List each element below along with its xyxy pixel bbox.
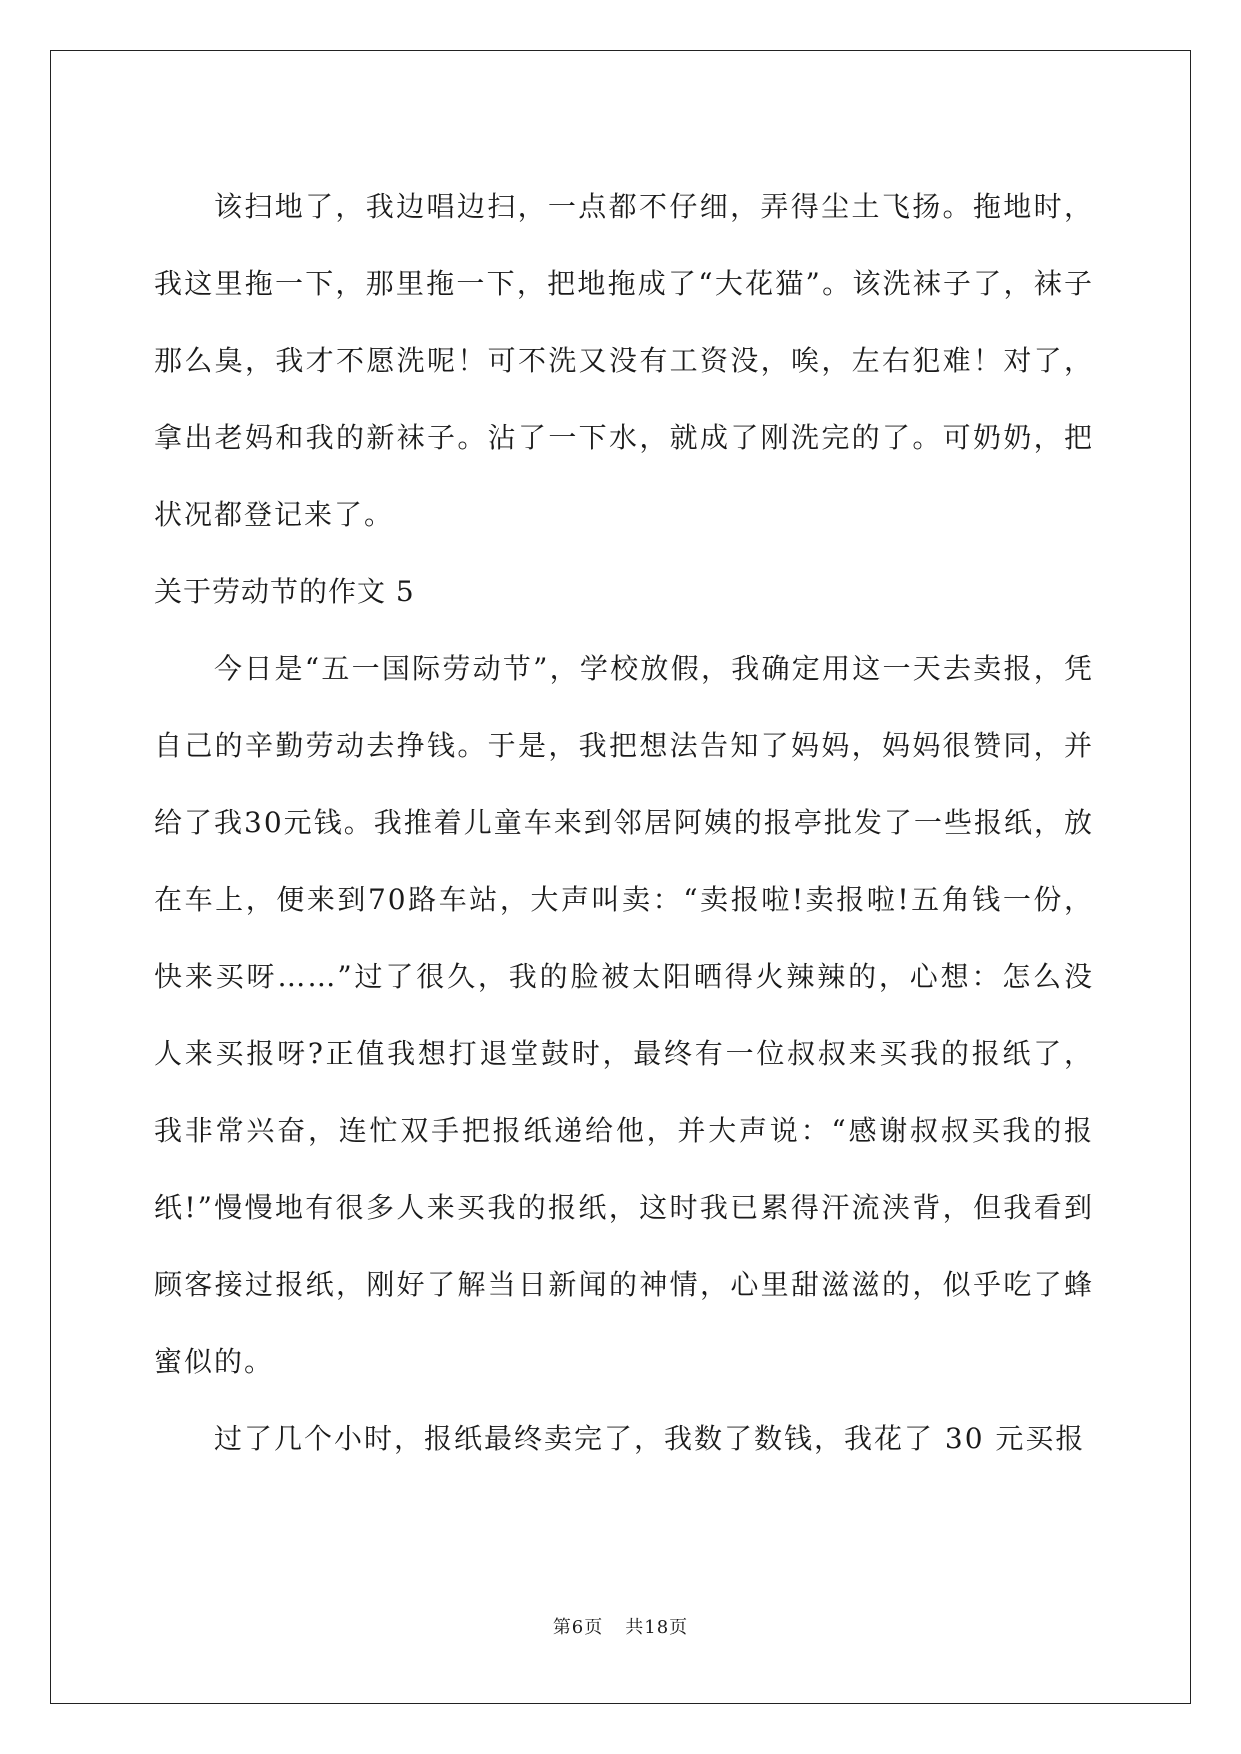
page-total: 共18页: [625, 1617, 689, 1638]
paragraph-selling-newspapers: 今日是“五一国际劳动节”，学校放假，我确定用这一天去卖报，凭自己的辛勤劳动去挣钱。于是，我把想法告知了妈妈，妈妈很赞同，并给了我30元钱。我推着儿童车来到邻居阿姨的报亭批发了一些报纸，放在车上，便来到70路车站，大声叫卖：“卖报啦!卖报啦!五角钱一份，快来买呀……”过了很久，我的脸被太阳晒得火辣辣的，心想：怎么没人来买报呀?正值我想打退堂鼓时，最终有一位叔叔来买我的报纸了，我非常兴奋，连忙双手把报纸递给他，并大声说：“感谢叔叔买我的报纸!”慢慢地有很多人来买我的报纸，这时我已累得汗流浃背，但我看到顾客接过报纸，刚好了解当日新闻的神情，心里甜滋滋的，似乎吃了蜂蜜似的。: [154, 652, 1094, 1378]
section-heading: 关于劳动节的作文 5: [154, 575, 415, 608]
paragraph-after-hours: 过了几个小时，报纸最终卖完了，我数了数钱，我花了 30 元买报: [214, 1422, 1086, 1455]
paragraph-sweeping: 该扫地了，我边唱边扫，一点都不仔细，弄得尘土飞扬。拖地时，我这里拖一下，那里拖一下，把地拖成了“大花猫”。该洗袜子了，袜子那么臭，我才不愿洗呢！可不洗又没有工资没，唉，左右犯难！对了，拿出老妈和我的新袜子。沾了一下水，就成了刚洗完的了。可奶奶，把状况都登记来了。: [154, 190, 1094, 531]
page-number: 第6页: [552, 1617, 604, 1638]
page-footer: [0, 1613, 1241, 1639]
document-body: [154, 168, 1094, 1477]
